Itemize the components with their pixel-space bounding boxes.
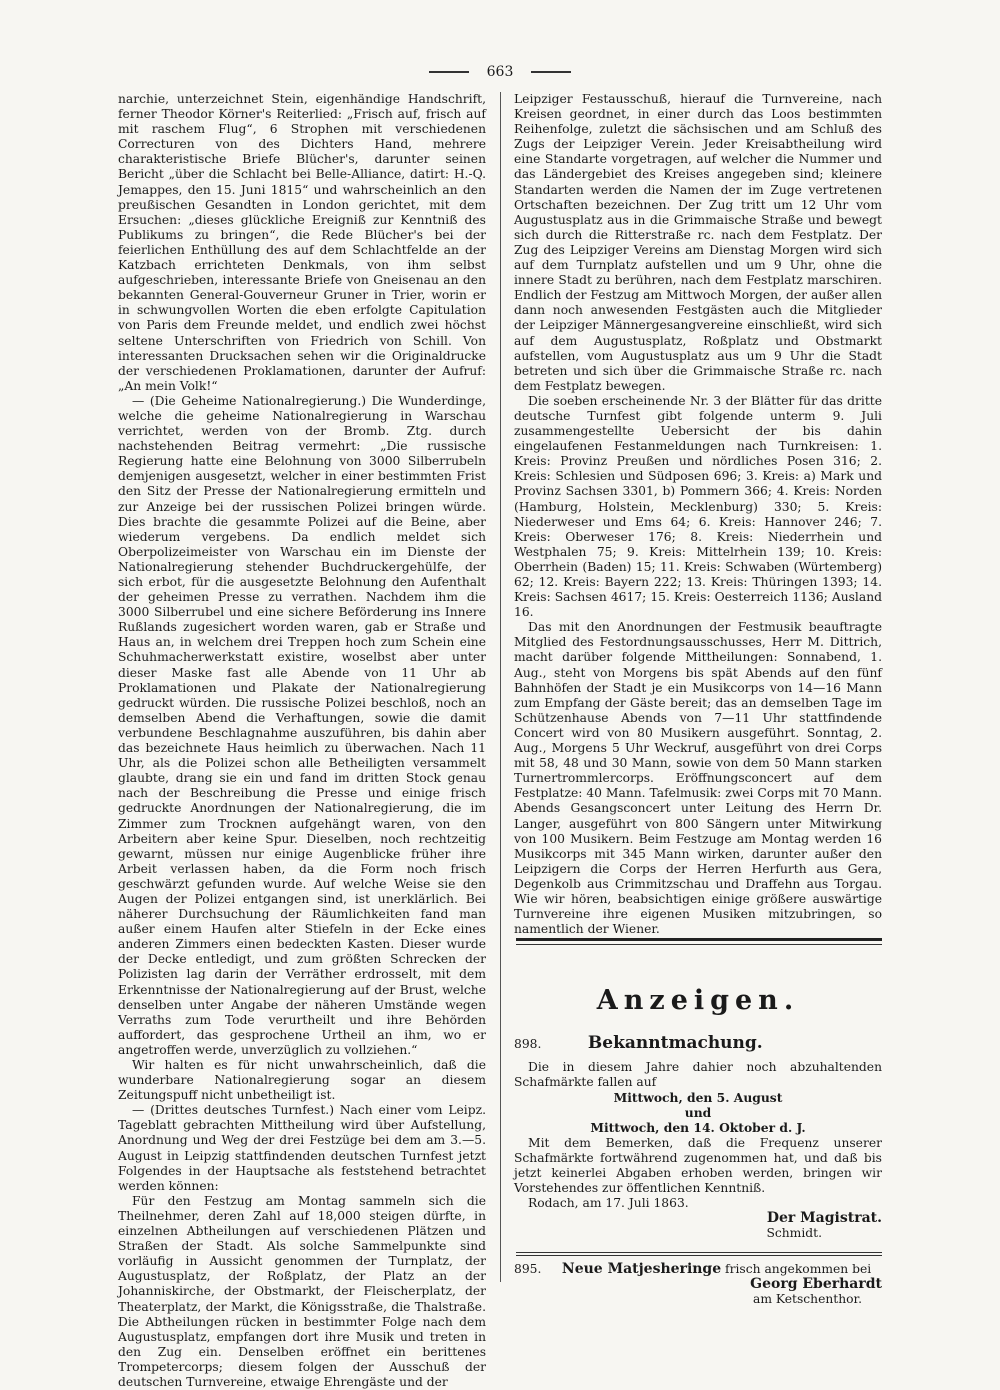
ad-signer: Der Magistrat. (766, 1210, 882, 1227)
paragraph-festmusik: Das mit den Anordnungen der Festmusik beauftragte Mitglied des Festordnungsausschusses, Herr M. Dittrich, macht darüber folgende Mittheilungen: Sonnabend, 1. Aug., steht von Morgens bis spät Abends auf den fünf Bahnhöfen der Stadt je ein Musikcorps von 14—16 Mann zum Empfang der Gäste bereit; das an demselben Tage im Schützenhause Abends von 7—11 Uhr stattfindende Concert wird von 80 Musikern ausgeführt. Sonntag, 2. Aug., Morgens 5 Uhr Weckruf, ausgeführt von drei Corps mit 58, 48 und 30 Mann, sowie von dem 50 Mann starken Turnertrommlercorps. Eröffnungsconcert auf dem Festplatze: 40 Mann. Tafelmusik: zwei Corps mit 70 Mann. Abends Gesangsconcert unter Leitung des Herrn Dr. Langer, ausgeführt von 800 Sängern unter Mitwirkung von 100 Musikern. Beim Festzuge am Montag werden 16 Musikcorps mit 345 Mann wirken, darunter außer den Leipzigern die Corps der Herren Herfurth aus Gera, Degenkolb aus Crimmitzschau und Draffehn aus Torgau. Wie wir hören, beabsichtigen einige größere auswärtige Turnvereine ihre eigenen Musiken mitzubringen, so namentlich der Wiener. (514, 620, 882, 937)
ad2-text: frisch angekommen bei (721, 1262, 872, 1276)
paragraph-festzug-cont: Leipziger Festausschuß, hierauf die Turnvereine, nach Kreisen geordnet, in einer durch das Loos bestimmten Reihenfolge, zuletzt die sächsischen und am Schluß des Zugs der Leipziger Verein. Jeder Kreisabtheilung wird eine Standarte vorgetragen, auf welcher die Nummer und das Ländergebiet des Kreises angegeben sind; kleinere Standarten werden die Namen der im Zuge vertretenen Ortschaften bezeichnen. Der Zug tritt um 12 Uhr vom Augustusplatz aus in die Grimmaische Straße und bewegt sich durch die Ritterstraße rc. nach dem Festplatz. Der Zug des Leipziger Vereins am Dienstag Morgen wird sich auf dem Turnplatz aufstellen und um 9 Uhr, ohne die innere Stadt zu berühren, nach dem Festplatz marschiren. Endlich der Festzug am Mittwoch Morgen, der außer allen dann noch anwesenden Festgästen auch die Mitglieder der Leipziger Männergesangvereine einschließt, wird sich auf dem Augustusplatz, Roßplatz und Obstmarkt aufstellen, vom Augustusplatz aus um 9 Uhr die Stadt betreten und sich über die Grimmaische Straße rc. nach dem Festplatz bewegen. (514, 92, 882, 393)
paragraph-turnfest-intro: — (Drittes deutsches Turnfest.) Nach einer vom Leipz. Tageblatt gebrachten Mittheilung wird über Aufstellung, Anordnung und Weg der drei Festzüge bei dem am 3.—5. August in Leipzig stattfindenden deutschen Turnfest jetzt Folgendes in der Hauptsache als feststehend betrachtet werden können: (118, 1103, 486, 1193)
ad-date-2: Mittwoch, den 14. Oktober d. J. (590, 1120, 806, 1136)
ad-matjesheringe (514, 1262, 882, 1307)
ads-separator-mid (516, 1252, 882, 1253)
paragraph-national-government: — (Die Geheime Nationalregierung.) Die Wunderdinge, welche die geheime Nationalregierung in Warschau verrichtet, werden von der Bromb. Ztg. durch nachstehenden Beitrag vermehrt: „Die russische Regierung hatte eine Belohnung von 3000 Silberrubeln demjenigen ausgesetzt, welcher in einer bestimmten Frist den Sitz der Presse der Nationalregierung ermitteln und zur Anzeige bei der russischen Polizei bringen würde. Dies brachte die gesammte Polizei auf die Beine, aber wiederum vergebens. Da endlich meldet sich Oberpolizeimeister von Warschau ein im Dienste der Nationalregierung stehender Buchdruckergehülfe, der sich erbot, für die ausgesetzte Belohnung den Aufenthalt der geheimen Presse zu verrathen. Nachdem ihm die 3000 Silberrubel und eine sichere Beförderung ins Innere Rußlands zugesichert worden waren, gab er Straße und Haus an, in welchem drei Treppen hoch zum Schein eine Schuhmacherwerkstatt existire, woselbst aber unter dieser Maske fast alle Abende von 11 Uhr ab Proklamationen und Plakate der Nationalregierung gedruckt würden. Die russische Polizei beschloß, noch an demselben Abend die Verhaftungen, sowie die damit verbundene Beschlagnahme auszuführen, bis dahin aber das bezeichnete Haus heimlich zu überwachen. Nach 11 Uhr, als die Polizei schon alle Betheiligten versammelt glaubte, drang sie ein und fand im dritten Stock genau nach der Beschreibung die Presse und einige frisch gedruckte Anordnungen der Nationalregierung, die im Zimmer zum Trocknen aufgehängt waren, von den Arbeitern aber keine Spur. Dieselben, noch rechtzeitig gewarnt, müssen nur einige Augenblicke früher ihre Arbeit verlassen haben, da die Form noch frisch geschwärzt gefunden wurde. Auf welche Weise sie den Augen der Polizei entgangen sind, ist unerklärlich. Bei näherer Durchsuchung der Räumlichkeiten fand man außer einem Haufen alter Stiefeln in der Ecke eines anderen Zimmers einen bedeckten Kasten. Dieser wurde der Decke entledigt, und zum größten Schrecken der Polizisten lag darin der Verräther erdrosselt, mit dem Erkenntnisse der Nationalregierung auf der Brust, welche denselben unter Angabe der näheren Umstände wegen Verraths zum Tode verurtheilt und ihre Behörden auffordert, das gesprochene Urtheil an ihm, wo er angetroffen werde, unverzüglich zu vollziehen.“ (118, 393, 486, 1057)
ad-number: 898. (514, 1037, 542, 1051)
ad-title: Bekanntmachung. (587, 1033, 763, 1053)
paragraph-comment: Wir halten es für nicht unwahrscheinlich, daß die wunderbare Nationalregierung sogar an diesem Zeitungspuff nicht unbetheiligt ist. (118, 1058, 486, 1103)
ads-heading: Anzeigen. (596, 985, 800, 1016)
ad-bekanntmachung (514, 1033, 882, 1241)
paragraph-autographs: narchie, unterzeichnet Stein, eigenhändige Handschrift, ferner Theodor Körner's Reiterlied: „Frisch auf, frisch auf mit raschem Flug“, 6 Strophen mit verschiedenen Correcturen von des Dichters Hand, mehrere charakteristische Briefe Blücher's, darunter seinen Bericht „über die Schlacht bei Belle-Alliance, datirt: H.-Q. Jemappes, den 15. Juni 1815“ und wahrscheinlich an den preußischen Gesandten in London gerichtet, mit dem Ersuchen: „dieses glückliche Ereigniß zur Kenntniß des Publikums zu bringen“, die Rede Blücher's bei der feierlichen Enthüllung des auf dem Schlachtfelde an der Katzbach errichteten Denkmals, von ihm selbst aufgeschrieben, interessante Briefe von Gneisenau an den bekannten General-Gouverneur Gruner in Trier, worin er in schwungvollen Worten die eben erfolgte Capitulation von Paris dem Freunde meldet, und endlich zwei höchst seltene Unterschriften von Friedrich von Schill. Von interessanten Drucksachen sehen wir die Originaldrucke der verschiedenen Proklamationen, darunter der Aufruf: „An mein Volk!“ (118, 92, 486, 393)
ad-place-date: Rodach, am 17. Juli 1863. (528, 1195, 689, 1210)
ad-und: und (684, 1105, 712, 1121)
ads-separator-top-thin (516, 944, 882, 945)
page-header (0, 60, 1000, 84)
ad2-number: 895. (514, 1262, 542, 1276)
header-rule-left (429, 71, 469, 73)
ad-body: Mit dem Bemerken, daß die Frequenz unserer Schafmärkte fortwährend zugenommen hat, und daß bis jetzt keinerlei Abgaben erhoben werden, bringen wir Vorstehendes zur öffentlichen Kenntniß. (514, 1135, 882, 1195)
ad2-location: am Ketschenthor. (753, 1292, 862, 1307)
ads-separator-top (516, 938, 882, 941)
paragraph-festzug-montag: Für den Festzug am Montag sammeln sich die Theilnehmer, deren Zahl auf 18,000 steigen dürfte, in einzelnen Abtheilungen auf verschiedenen Plätzen und Straßen der Stadt. Als solche Sammelpunkte sind vorläufig in Aussicht genommen der Turnplatz, der Augustusplatz, der Roßplatz, der Platz an der Johanniskirche, der Obstmarkt, der Fleischerplatz, der Theaterplatz, der Markt, die Königsstraße, die Thalstraße. Die Abtheilungen rücken in bestimmter Folge nach dem Augustusplatz, empfangen dort ihre Musik und treten in den Zug ein. Denselben eröffnet ein berittenes Trompetercorps; diesem folgen der Ausschuß der deutschen Turnvereine, etwaige Ehrengäste und der (118, 1193, 486, 1389)
ads-separator-mid-2 (516, 1255, 882, 1256)
header-rule-right (531, 71, 571, 73)
column-divider (500, 92, 501, 1282)
ad2-merchant: Georg Eberhardt (750, 1276, 882, 1293)
page-number: 663 (486, 64, 514, 80)
paragraph-anmeldungen: Die soeben erscheinende Nr. 3 der Blätter für das dritte deutsche Turnfest gibt folgende unterm 9. Juli zusammengestellte Uebersicht der bis dahin eingelaufenen Festanmeldungen nach Turnkreisen: 1. Kreis: Provinz Preußen und nördliches Posen 316; 2. Kreis: Schlesien und Südposen 696; 3. Kreis: a) Mark und Provinz Sachsen 3301, b) Pommern 366; 4. Kreis: Norden (Hamburg, Holstein, Mecklenburg) 330; 5. Kreis: Niederweser und Ems 64; 6. Kreis: Hannover 246; 7. Kreis: Oberweser 176; 8. Kreis: Niederrhein und Westphalen 75; 9. Kreis: Mittelrhein 139; 10. Kreis: Oberrhein (Baden) 15; 11. Kreis: Schwaben (Würtemberg) 62; 12. Kreis: Bayern 222; 13. Kreis: Thüringen 1393; 14. Kreis: Sachsen 4617; 15. Kreis: Oesterreich 1136; Ausland 16. (514, 393, 882, 620)
ad-signer-name: Schmidt. (766, 1226, 822, 1241)
left-column (118, 92, 486, 1390)
ad-date-1: Mittwoch, den 5. August (613, 1090, 783, 1106)
ad-intro: Die in diesem Jahre dahier noch abzuhaltenden Schafmärkte fallen auf (514, 1060, 882, 1090)
ad2-product: Neue Matjesheringe (561, 1261, 722, 1277)
right-column (514, 92, 882, 937)
